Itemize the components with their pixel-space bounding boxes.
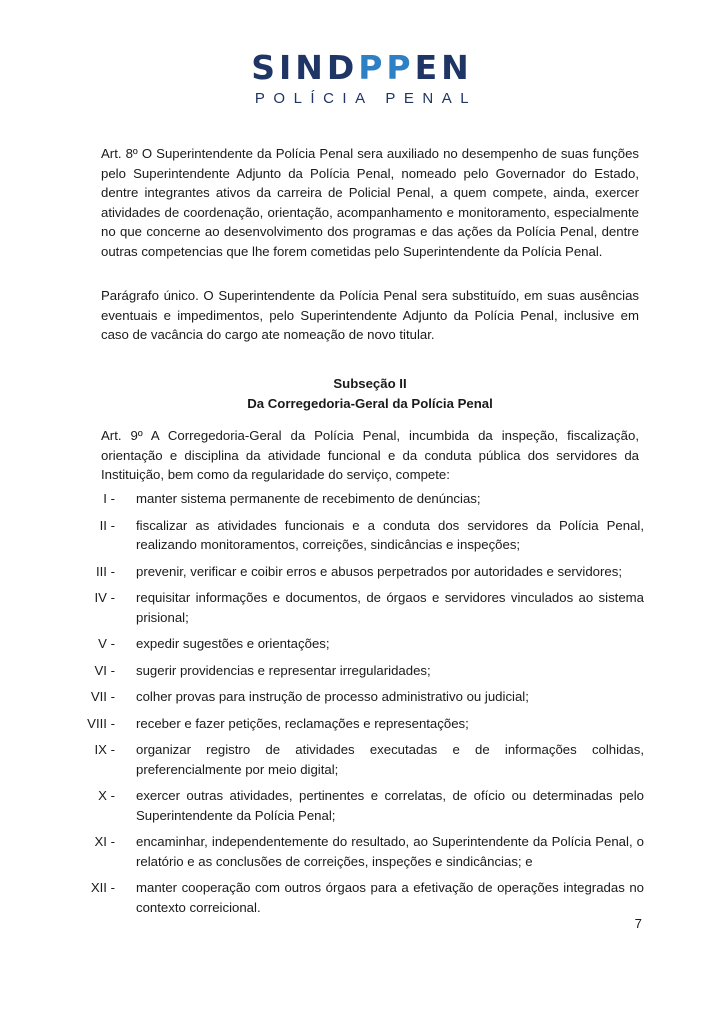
item-text: sugerir providencias e representar irregularidades; xyxy=(136,662,431,678)
item-numeral: IX - xyxy=(94,742,115,757)
item-numeral: III - xyxy=(95,563,115,579)
item-numeral: V - xyxy=(98,636,115,651)
item-numeral: XI - xyxy=(94,834,115,849)
item-numeral: XII - xyxy=(90,880,115,895)
list-item xyxy=(60,878,644,917)
item-text: organizar registro de atividades executadas e de informações colhidas, preferencialmente por meio digital; xyxy=(136,742,644,777)
item-text: manter sistema permanente de recebimento de denúncias; xyxy=(136,491,481,506)
logo-wordmark-suffix: EN xyxy=(414,48,473,87)
item-text: expedir sugestões e orientações; xyxy=(136,636,330,651)
article-9-paragraph: Art. 9º A Corregedoria-Geral da Polícia Penal, incumbida da inspeção, fiscalização, orientação e disciplina da atividade funcional e da conduta pública dos servidores da Instituição, bem como da regularidade do serviço, compete: xyxy=(101,428,639,482)
item-text: requisitar informações e documentos, de órgaos e servidores vinculados ao sistema prisional; xyxy=(136,590,644,625)
sindppen-logo xyxy=(0,50,724,107)
list-item xyxy=(60,562,644,582)
list-item xyxy=(60,740,644,779)
logo-wordmark xyxy=(0,50,724,86)
subsection-subtitle: Da Corregedoria-Geral da Polícia Penal xyxy=(247,396,493,411)
logo-wordmark-pp: PP xyxy=(358,48,415,87)
logo-wordmark-prefix: SIND xyxy=(251,48,359,87)
paragrafo-unico: Parágrafo único. O Superintendente da Polícia Penal sera substituído, em suas ausências eventuais e impedimentos, pelo Superintendente Adjunto da Polícia Penal, inclusive em caso de vacância do cargo ate nomeação de novo titular. xyxy=(101,288,639,342)
subsection-title: Subseção II xyxy=(333,376,407,391)
logo-subtitle: POLÍCIA PENAL xyxy=(254,90,478,107)
item-numeral: II - xyxy=(99,517,115,533)
list-item xyxy=(60,687,644,707)
list-item xyxy=(60,832,644,871)
item-text: encaminhar, independentemente do resultado, ao Superintendente da Polícia Penal, o relatório e as conclusões de correições, inspeções e sindicâncias; e xyxy=(136,834,644,869)
item-numeral: VIII - xyxy=(87,715,115,731)
item-text: colher provas para instrução de processo administrativo ou judicial; xyxy=(136,689,529,704)
competence-list xyxy=(60,489,644,924)
item-numeral: X - xyxy=(98,788,115,803)
page-number: 7 xyxy=(634,916,642,931)
article-8-paragraph: Art. 8º O Superintendente da Polícia Penal sera auxiliado no desempenho de suas funções pelo Superintendente Adjunto da Polícia Penal, nomeado pelo Governador do Estado, dentre integrantes ativos da carreira de Policial Penal, a quem compete, ainda, exercer atividades de coordenação, orientação, acompanhamento e monitoramento, especialmente no que concerne ao desenvolvimento dos programas e das ações da Polícia Penal, dentre outras competencias que lhe forem cometidas pelo Superintendente da Polícia Penal. xyxy=(101,146,639,259)
item-text: exercer outras atividades, pertinentes e correlatas, de ofício ou determinadas pelo Superintendente da Polícia Penal; xyxy=(136,788,644,823)
list-item xyxy=(60,516,644,555)
item-numeral: VI - xyxy=(94,662,115,678)
item-numeral: IV - xyxy=(94,590,115,605)
item-text: receber e fazer petições, reclamações e representações; xyxy=(136,715,469,731)
list-item xyxy=(60,786,644,825)
list-item xyxy=(60,588,644,627)
item-text: prevenir, verificar e coibir erros e abusos perpetrados por autoridades e servidores; xyxy=(136,563,622,579)
item-numeral: VII - xyxy=(90,689,115,704)
item-text: manter cooperação com outros órgaos para a efetivação de operações integradas no contexto correicional. xyxy=(136,880,644,915)
list-item xyxy=(60,634,644,654)
list-item xyxy=(60,661,644,681)
item-numeral: I - xyxy=(103,491,115,506)
item-text: fiscalizar as atividades funcionais e a conduta dos servidores da Polícia Penal, realizando monitoramentos, correições, sindicâncias e inspeções; xyxy=(136,517,644,552)
list-item xyxy=(60,714,644,734)
list-item xyxy=(60,489,644,509)
